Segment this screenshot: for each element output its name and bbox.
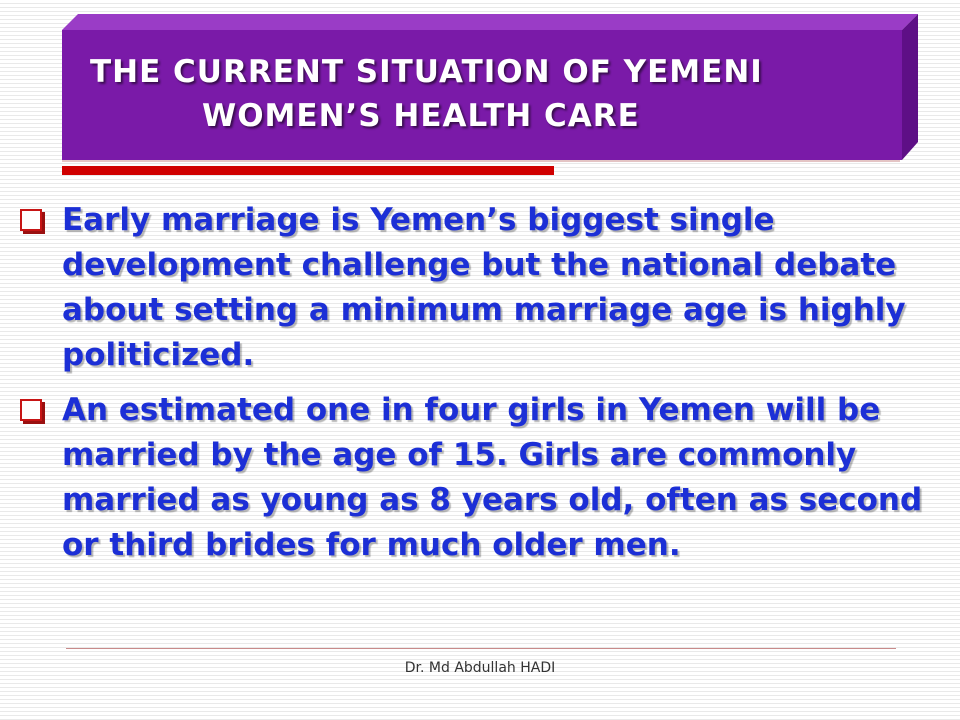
bullet-item-2 — [16, 388, 946, 568]
bullet-list — [16, 198, 946, 578]
title-line-1: THE CURRENT SITUATION OF YEMENI — [90, 54, 763, 90]
title-line-2: WOMEN’S HEALTH CARE — [202, 98, 640, 134]
slide-title — [62, 50, 912, 138]
title-banner-top-face — [62, 14, 918, 30]
hollow-square-bullet-icon — [20, 209, 42, 231]
title-banner — [0, 0, 960, 180]
bullet-item-1 — [16, 198, 946, 378]
bullet-text-2: An estimated one in four girls in Yemen will be married by the age of 15. Girls are commonly married as young as 8 years old, often as second or third brides for much older men. — [62, 392, 923, 563]
bullet-text-1: Early marriage is Yemen’s biggest single development challenge but the national debate about setting a minimum marriage age is highly politicized. — [62, 202, 906, 373]
footer-rule — [66, 648, 896, 649]
title-accent-bar — [62, 166, 554, 175]
footer-author: Dr. Md Abdullah HADI — [404, 660, 556, 676]
hollow-square-bullet-icon — [20, 399, 42, 421]
